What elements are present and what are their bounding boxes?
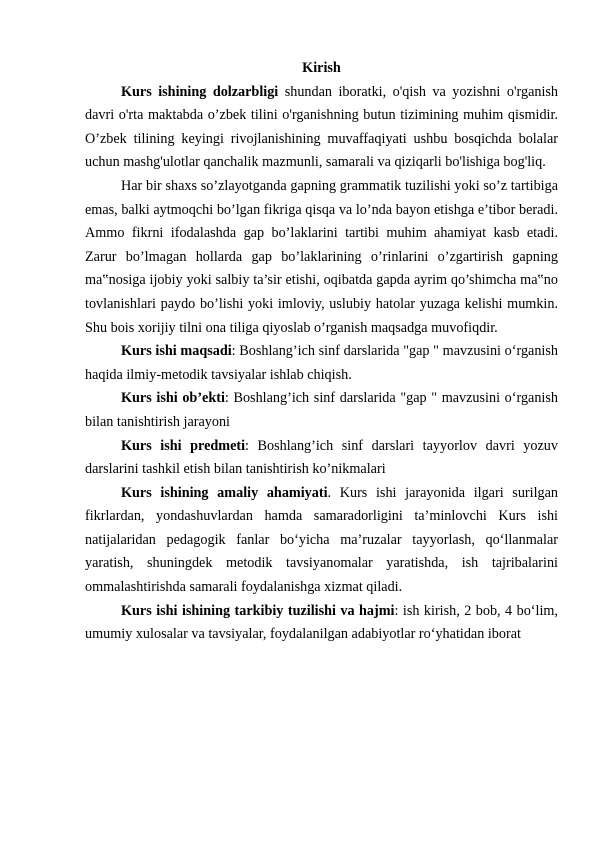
paragraph-object: [85, 387, 558, 434]
paragraph-text: Har bir shaxs so’zlayotganda gapning grammatik tuzilishi yoki so’z tartibiga emas, balki aytmoqchi bo’lgan fikriga qisqa va lo’nda bayon etishga e’tibor beradi. Ammo fikrni ifodalashda gap bo’laklarini tartibi muhim ahamiyat kasb etadi. Zarur bo’lmagan hollarda gap bo’laklarining o’rinlarini o’zgartirish gapning ma‟nosiga ijobiy yoki salbiy ta’sir etishi, oqibatda gapda ayrim qo’shimcha ma‟no tovlanishlari paydo bo’lishi yoki imloviy, uslubiy hatolar yuzaga kelishi mumkin. Shu bois xorijiy tilni ona tiliga qiyoslab o’rganish maqsadga muvofiqdir.: [85, 177, 558, 336]
paragraph-practical-significance: [85, 482, 558, 600]
document-body: [85, 57, 558, 647]
paragraph-lead: Kurs ishi ishining tarkibiy tuzilishi va hajmi: [121, 602, 395, 619]
paragraph-text: : Boshlang’ich sinf darslari tayyorlov davri yozuv darslarini tashkil etish bilan tanishtirish ko’nikmalari: [85, 437, 558, 478]
paragraph-text: shundan iboratki, o'qish va yozishni o'rganish davri o'rta maktabda o’zbek tilini o'rganishning butun tizimining muhim qismidir. O’zbek tilining keyingi rivojlanishining muvaffaqiyati ushbu bosqichda bolalar uchun mashg'ulotlar qanchalik mazmunli, samarali va qiziqarli bo'lishiga bog'liq.: [85, 83, 559, 171]
page-title: Kirish: [302, 60, 341, 76]
paragraph-word-order: [85, 175, 558, 340]
paragraph-text: : ish kirish, 2 bob, 4 bo‘lim, umumiy xulosalar va tavsiyalar, foydalanilgan adabiyotlar ro‘yhatidan iborat: [85, 602, 558, 643]
paragraph-lead: Kurs ishi ob’ekti: [121, 390, 225, 407]
paragraph-lead: Kurs ishi predmeti: [121, 437, 246, 454]
paragraph-text: : Boshlang’ich sinf darslarida "gap " mavzusini o‘rganish haqida ilmiy-metodik tavsiyalar ishlab chiqish.: [85, 343, 558, 383]
paragraph-structure: [85, 600, 558, 647]
paragraph-relevance: [85, 81, 558, 175]
paragraph-lead: Kurs ishining amaliy ahamiyati: [121, 484, 328, 501]
paragraph-subject: [85, 435, 558, 482]
paragraph-text: . Kurs ishi jarayonida ilgari surilgan fikrlardan, yondashuvlardan hamda samaradorligini ta’minlovchi Kurs ishi natijalaridan pedagogik fanlar bo‘yicha ma’ruzalar tayyorlash, qo‘llanmalar yaratish, shuningdek metodik tavsiyanomalar yaratishda, ish tajribalarini ommalashtirishda samarali foydalanishga xizmat qiladi.: [85, 484, 559, 596]
paragraph-lead: Kurs ishining dolzarbligi: [121, 83, 279, 100]
paragraph-goal: [85, 340, 558, 387]
paragraph-text: : Boshlang’ich sinf darslarida "gap " mavzusini o‘rganish bilan tanishtirish jarayoni: [85, 390, 558, 430]
paragraph-lead: Kurs ishi maqsadi: [121, 343, 232, 360]
